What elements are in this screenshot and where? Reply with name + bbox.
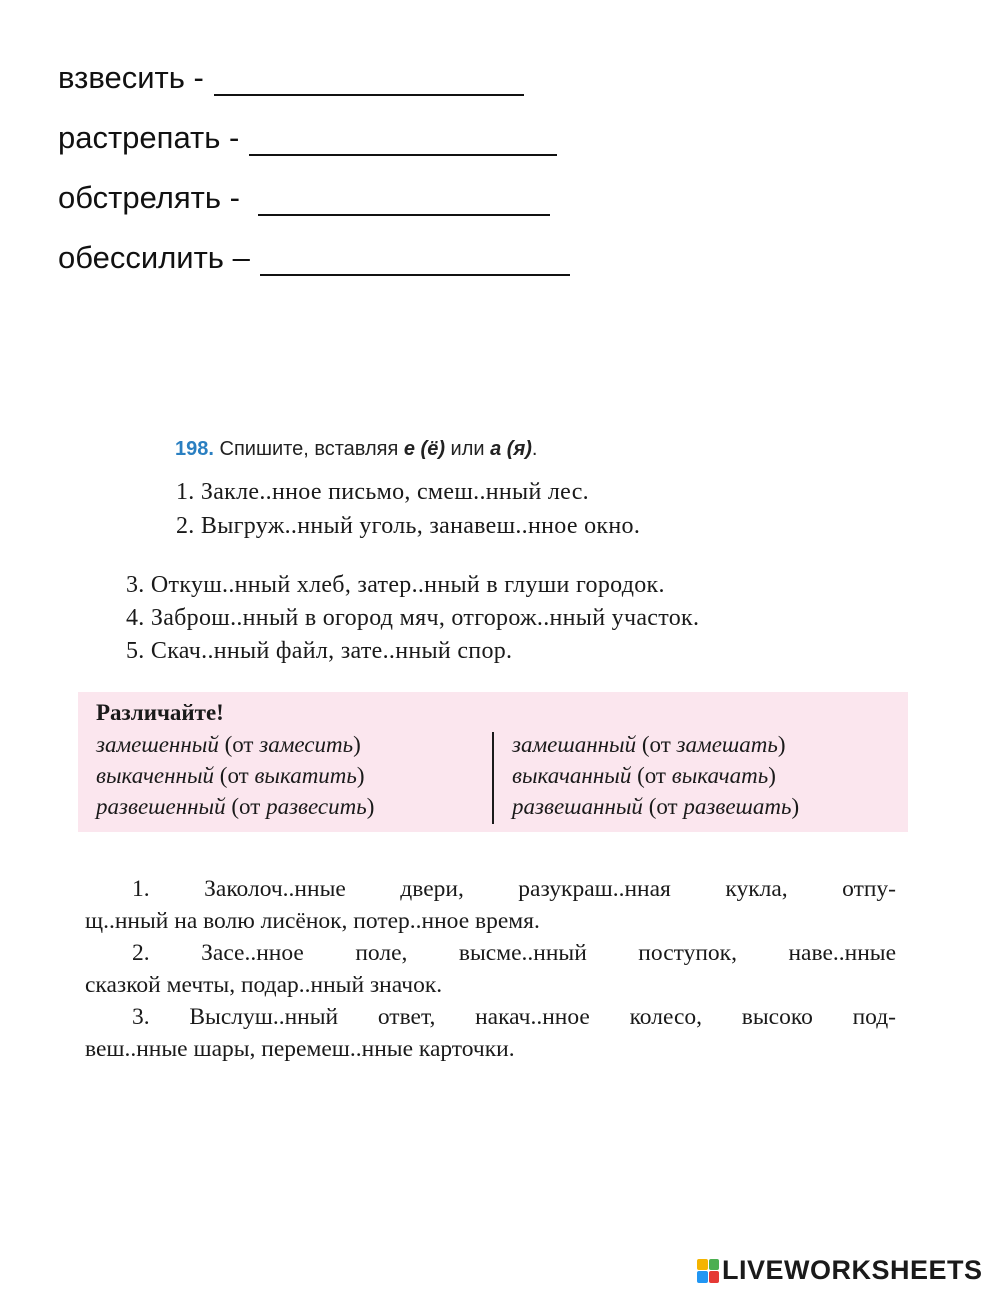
close-paren: ) bbox=[768, 763, 776, 788]
exercise-number: 198. bbox=[175, 438, 214, 460]
verb: развесить bbox=[266, 794, 367, 819]
from: (от bbox=[637, 763, 666, 788]
answer-row-2 bbox=[58, 120, 557, 156]
distinguish-divider bbox=[492, 732, 494, 824]
word: выкаченный bbox=[96, 763, 215, 788]
close-paren: ) bbox=[353, 732, 361, 757]
verb: выкачать bbox=[671, 763, 769, 788]
distinguish-left-3 bbox=[96, 794, 374, 820]
distinguish-right-3 bbox=[512, 794, 799, 820]
answer-word: растрепать - bbox=[58, 120, 240, 155]
paragraph-line-1: 1. Заколоч..нные двери, разукраш..нная кукла, отпу- bbox=[132, 876, 896, 902]
answer-word: обессилить – bbox=[58, 240, 250, 275]
from: (от bbox=[231, 794, 261, 819]
letter-option-1: е (ё) bbox=[403, 438, 445, 460]
logo-text: LIVEWORKSHEETS bbox=[722, 1255, 983, 1285]
answer-blank[interactable] bbox=[214, 70, 524, 96]
answer-word: обстрелять - bbox=[58, 180, 240, 215]
answer-row-1 bbox=[58, 60, 524, 96]
paragraph-line-6: веш..нные шары, перемеш..нные карточки. bbox=[85, 1036, 515, 1062]
liveworksheets-logo bbox=[697, 1255, 983, 1286]
from: (от bbox=[648, 794, 678, 819]
distinguish-right-2 bbox=[512, 763, 776, 789]
close-paren: ) bbox=[366, 794, 375, 819]
exercise-line-4: 4. Заброш..нный в огород мяч, отгорож..нный участок. bbox=[126, 605, 700, 631]
exercise-end: . bbox=[531, 438, 538, 460]
exercise-header bbox=[175, 438, 537, 461]
answer-row-4 bbox=[58, 240, 570, 276]
logo-mark-icon bbox=[697, 1259, 719, 1283]
from: (от bbox=[219, 763, 249, 788]
answer-blank[interactable] bbox=[258, 190, 550, 216]
word: замешенный bbox=[96, 732, 219, 757]
answer-blank[interactable] bbox=[249, 130, 557, 156]
close-paren: ) bbox=[777, 732, 786, 757]
verb: замесить bbox=[259, 732, 354, 757]
word: замешанный bbox=[512, 732, 637, 757]
exercise-line-3: 3. Откуш..нный хлеб, затер..нный в глуши городок. bbox=[126, 572, 665, 598]
distinguish-left-1 bbox=[96, 732, 361, 758]
exercise-instruction: Спишите, вставляя bbox=[219, 438, 399, 460]
verb: замешать bbox=[676, 732, 778, 757]
close-paren: ) bbox=[356, 763, 365, 788]
exercise-line-1: 1. Закле..нное письмо, смеш..нный лес. bbox=[176, 479, 589, 505]
paragraph-line-5: 3. Выслуш..нный ответ, накач..нное колесо, высоко под- bbox=[132, 1004, 896, 1030]
word: выкачанный bbox=[512, 763, 632, 788]
letter-option-2: а (я) bbox=[490, 438, 532, 460]
distinguish-left-2 bbox=[96, 763, 365, 789]
exercise-or: или bbox=[450, 438, 485, 460]
distinguish-right-1 bbox=[512, 732, 786, 758]
from: (от bbox=[641, 732, 671, 757]
word: развешанный bbox=[512, 794, 643, 819]
answer-row-3 bbox=[58, 180, 550, 216]
answer-word: взвесить - bbox=[58, 60, 204, 95]
answer-blank[interactable] bbox=[260, 250, 570, 276]
paragraph-line-3: 2. Засе..нное поле, высме..нный поступок, наве..нные bbox=[132, 940, 896, 966]
exercise-line-5: 5. Скач..нный файл, зате..нный спор. bbox=[126, 638, 513, 664]
paragraph-line-2: щ..нный на волю лисёнок, потер..нное время. bbox=[85, 908, 540, 934]
verb: выкатить bbox=[254, 763, 357, 788]
close-paren: ) bbox=[791, 794, 800, 819]
distinguish-title: Различайте! bbox=[96, 700, 224, 725]
exercise-line-2: 2. Выгруж..нный уголь, занавеш..нное окно. bbox=[176, 513, 641, 539]
word: развешенный bbox=[96, 794, 226, 819]
verb: развешать bbox=[683, 794, 792, 819]
paragraph-line-4: сказкой мечты, подар..нный значок. bbox=[85, 972, 443, 998]
from: (от bbox=[224, 732, 254, 757]
